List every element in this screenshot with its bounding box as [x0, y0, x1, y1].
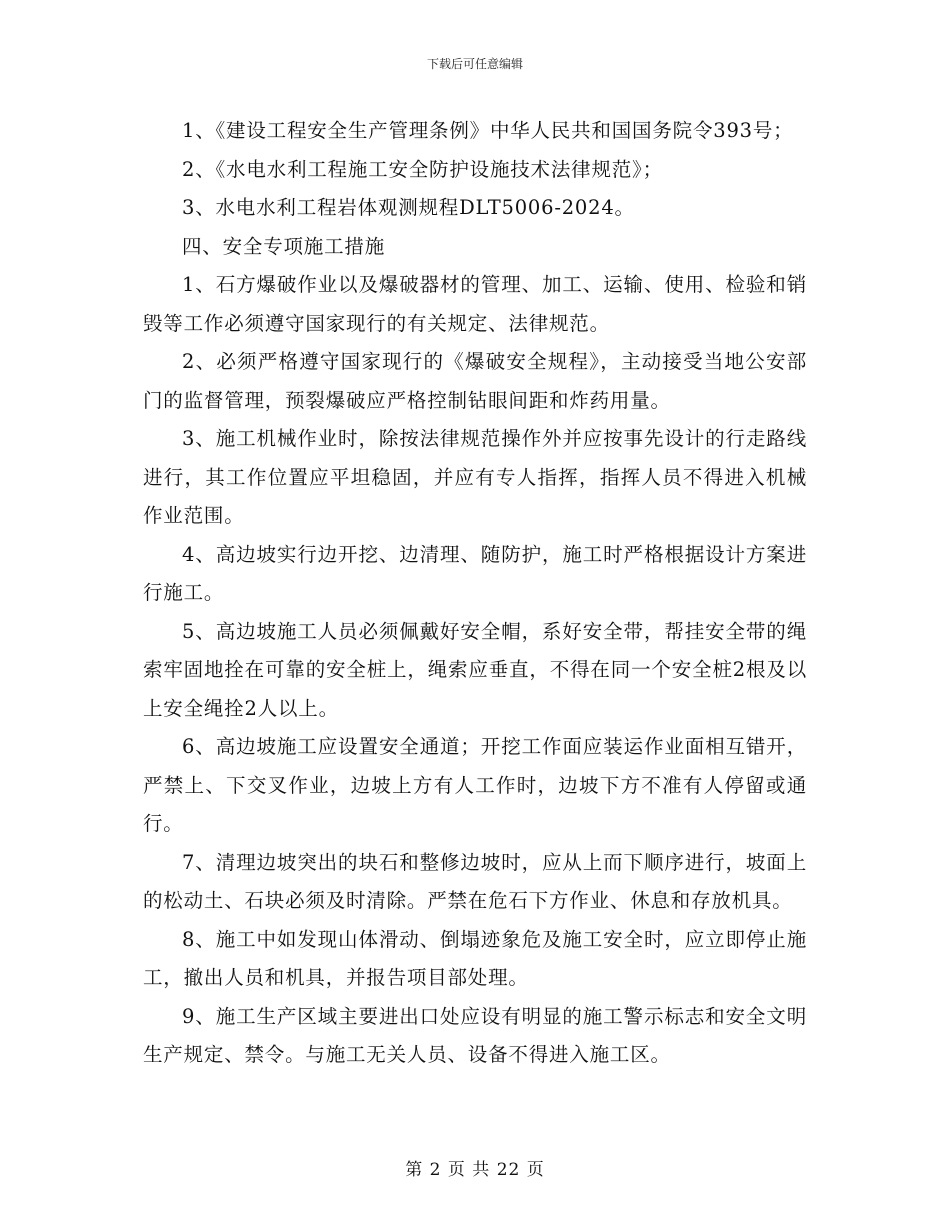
document-body — [143, 112, 807, 1075]
measure-item-3: 3、施工机械作业时，除按法律规范操作外并应按事先设计的行走路线进行，其工作位置应平坦稳固，并应有专人指挥，指挥人员不得进入机械作业范围。 — [143, 427, 807, 527]
measure-item-1: 1、石方爆破作业以及爆破器材的管理、加工、运输、使用、检验和销毁等工作必须遵守国家现行的有关规定、法律规范。 — [143, 273, 807, 335]
reference-item-3: 3、水电水利工程岩体观测规程DLT5006-2024。 — [182, 196, 635, 219]
section-heading: 四、安全专项施工措施 — [182, 234, 386, 258]
page-number: 第 2 页 共 22 页 — [405, 1160, 545, 1180]
measure-item-7: 7、清理边坡突出的块石和整修边坡时，应从上而下顺序进行，坡面上的松动土、石块必须及时清除。严禁在危石下方作业、休息和存放机具。 — [143, 850, 807, 912]
measure-item-2: 2、必须严格遵守国家现行的《爆破安全规程》，主动接受当地公安部门的监督管理，预裂爆破应严格控制钻眼间距和炸药用量。 — [143, 350, 807, 412]
page-header-note: 下载后可任意编辑 — [426, 57, 523, 71]
measure-item-5: 5、高边坡施工人员必须佩戴好安全帽，系好安全带，帮挂安全带的绳索牢固地拴在可靠的安全桩上，绳索应垂直，不得在同一个安全桩2根及以上安全绳拴2人以上。 — [143, 619, 807, 720]
measure-item-9: 9、施工生产区域主要进出口处应设有明显的施工警示标志和安全文明生产规定、禁令。与施工无关人员、设备不得进入施工区。 — [143, 1004, 807, 1066]
measure-item-8: 8、施工中如发现山体滑动、倒塌迹象危及施工安全时，应立即停止施工，撤出人员和机具，并报告项目部处理。 — [143, 927, 807, 989]
measure-item-6: 6、高边坡施工应设置安全通道；开挖工作面应装运作业面相互错开，严禁上、下交叉作业，边坡上方有人工作时，边坡下方不准有人停留或通行。 — [143, 735, 807, 835]
reference-item-2: 2、《水电水利工程施工安全防护设施技术法律规范》； — [182, 157, 663, 181]
reference-item-1: 1、《建设工程安全生产管理条例》中华人民共和国国务院令393号； — [182, 119, 794, 142]
measure-item-4: 4、高边坡实行边开挖、边清理、随防护，施工时严格根据设计方案进行施工。 — [143, 542, 807, 604]
